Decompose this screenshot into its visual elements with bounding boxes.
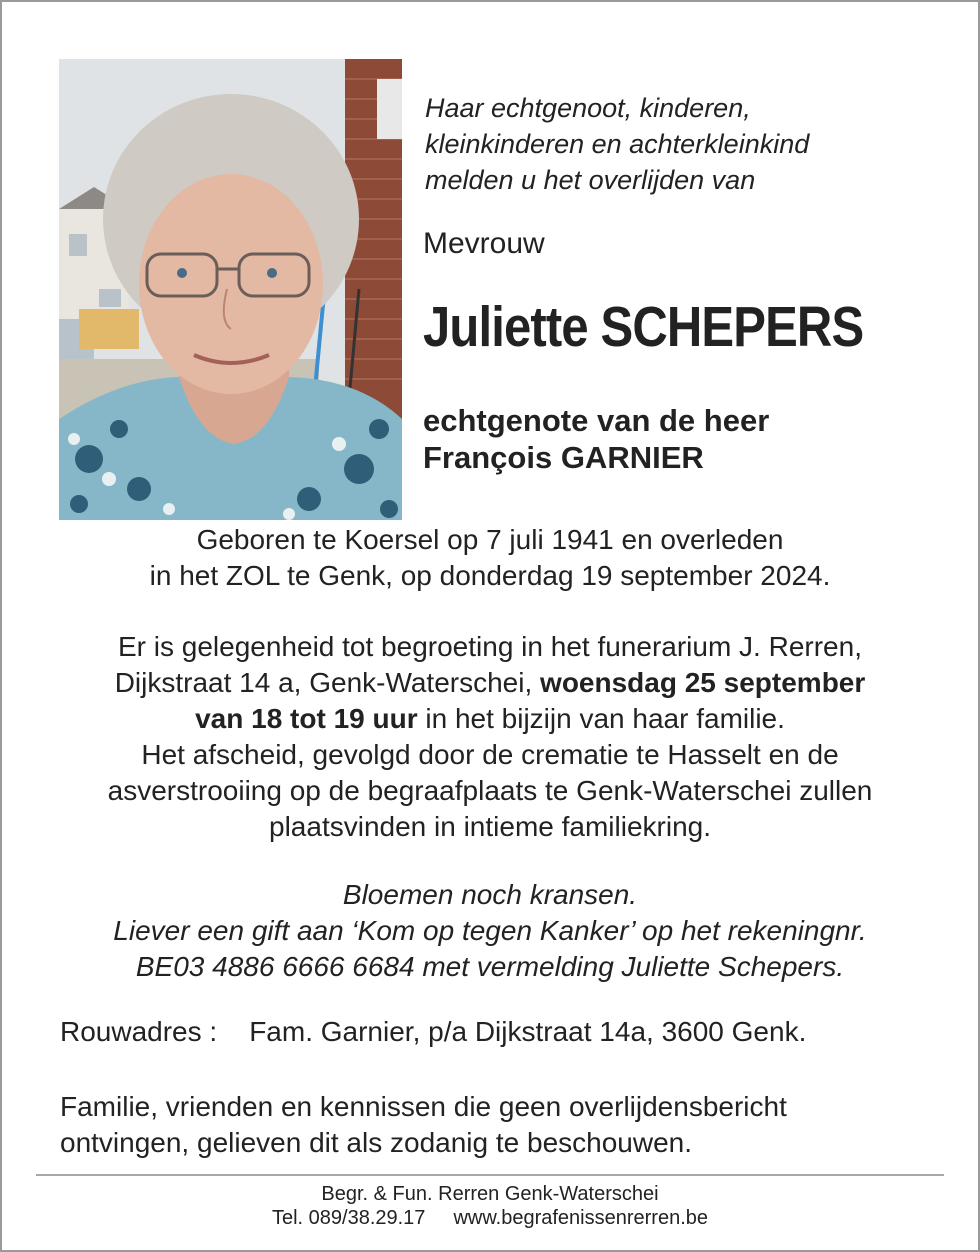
flowers-line: BE03 4886 6666 6684 met vermelding Juliette Schepers. bbox=[135, 951, 845, 982]
funeral-address: Dijkstraat 14 a, Genk-Waterschei, bbox=[114, 667, 541, 698]
funeral-text: in het bijzijn van haar familie. bbox=[417, 703, 785, 734]
spouse-line: echtgenote van de heer bbox=[423, 403, 770, 438]
honorific: Mevrouw bbox=[423, 227, 545, 260]
note-line: Familie, vrienden en kennissen die geen overlijdensbericht bbox=[60, 1091, 787, 1122]
flowers-note bbox=[40, 877, 940, 985]
phone-number: Tel. 089/38.29.17 bbox=[271, 1207, 426, 1229]
funeral-line bbox=[40, 701, 940, 737]
flowers-line: Bloemen noch kransen. bbox=[342, 879, 638, 910]
closing-note bbox=[60, 1089, 787, 1161]
funeral-line bbox=[40, 665, 940, 701]
funeral-line: asverstrooiing op de begraafplaats te Genk-Waterschei zullen bbox=[107, 775, 873, 806]
spouse-info bbox=[423, 402, 769, 476]
visitation-date: woensdag 25 september bbox=[540, 667, 866, 698]
portrait-photo bbox=[59, 59, 402, 520]
funeral-home-name: Begr. & Fun. Rerren Genk-Waterschei bbox=[321, 1183, 659, 1205]
funeral-details bbox=[40, 629, 940, 845]
spouse-name: François GARNIER bbox=[423, 440, 704, 475]
born-line: in het ZOL te Genk, op donderdag 19 september 2024. bbox=[149, 560, 831, 591]
footer-divider bbox=[36, 1174, 944, 1176]
intro-line: kleinkinderen en achterkleinkind bbox=[425, 129, 810, 159]
visitation-time: van 18 tot 19 uur bbox=[195, 703, 418, 734]
intro-line: melden u het overlijden van bbox=[425, 165, 756, 195]
birth-death-info bbox=[40, 522, 940, 594]
funeral-line: Het afscheid, gevolgd door de crematie te Hasselt en de bbox=[141, 739, 839, 770]
footer-contact bbox=[0, 1206, 980, 1230]
note-line: ontvingen, gelieven dit als zodanig te beschouwen. bbox=[60, 1127, 692, 1158]
intro-line: Haar echtgenoot, kinderen, bbox=[425, 93, 751, 123]
address-value: Fam. Garnier, p/a Dijkstraat 14a, 3600 Genk. bbox=[249, 1016, 807, 1047]
deceased-name: Juliette SCHEPERS bbox=[423, 295, 864, 359]
born-line: Geboren te Koersel op 7 juli 1941 en overleden bbox=[196, 524, 784, 555]
intro-text bbox=[425, 90, 809, 198]
funeral-line: plaatsvinden in intieme familiekring. bbox=[269, 811, 711, 842]
flowers-line: Liever een gift aan ‘Kom op tegen Kanker’ op het rekeningnr. bbox=[113, 915, 867, 946]
address-label: Rouwadres : bbox=[60, 1016, 218, 1047]
funeral-line: Er is gelegenheid tot begroeting in het funerarium J. Rerren, bbox=[118, 631, 862, 662]
footer bbox=[0, 1182, 980, 1230]
mourning-address bbox=[60, 1016, 806, 1048]
website-link[interactable]: www.begrafenissenrerren.be bbox=[453, 1207, 709, 1229]
